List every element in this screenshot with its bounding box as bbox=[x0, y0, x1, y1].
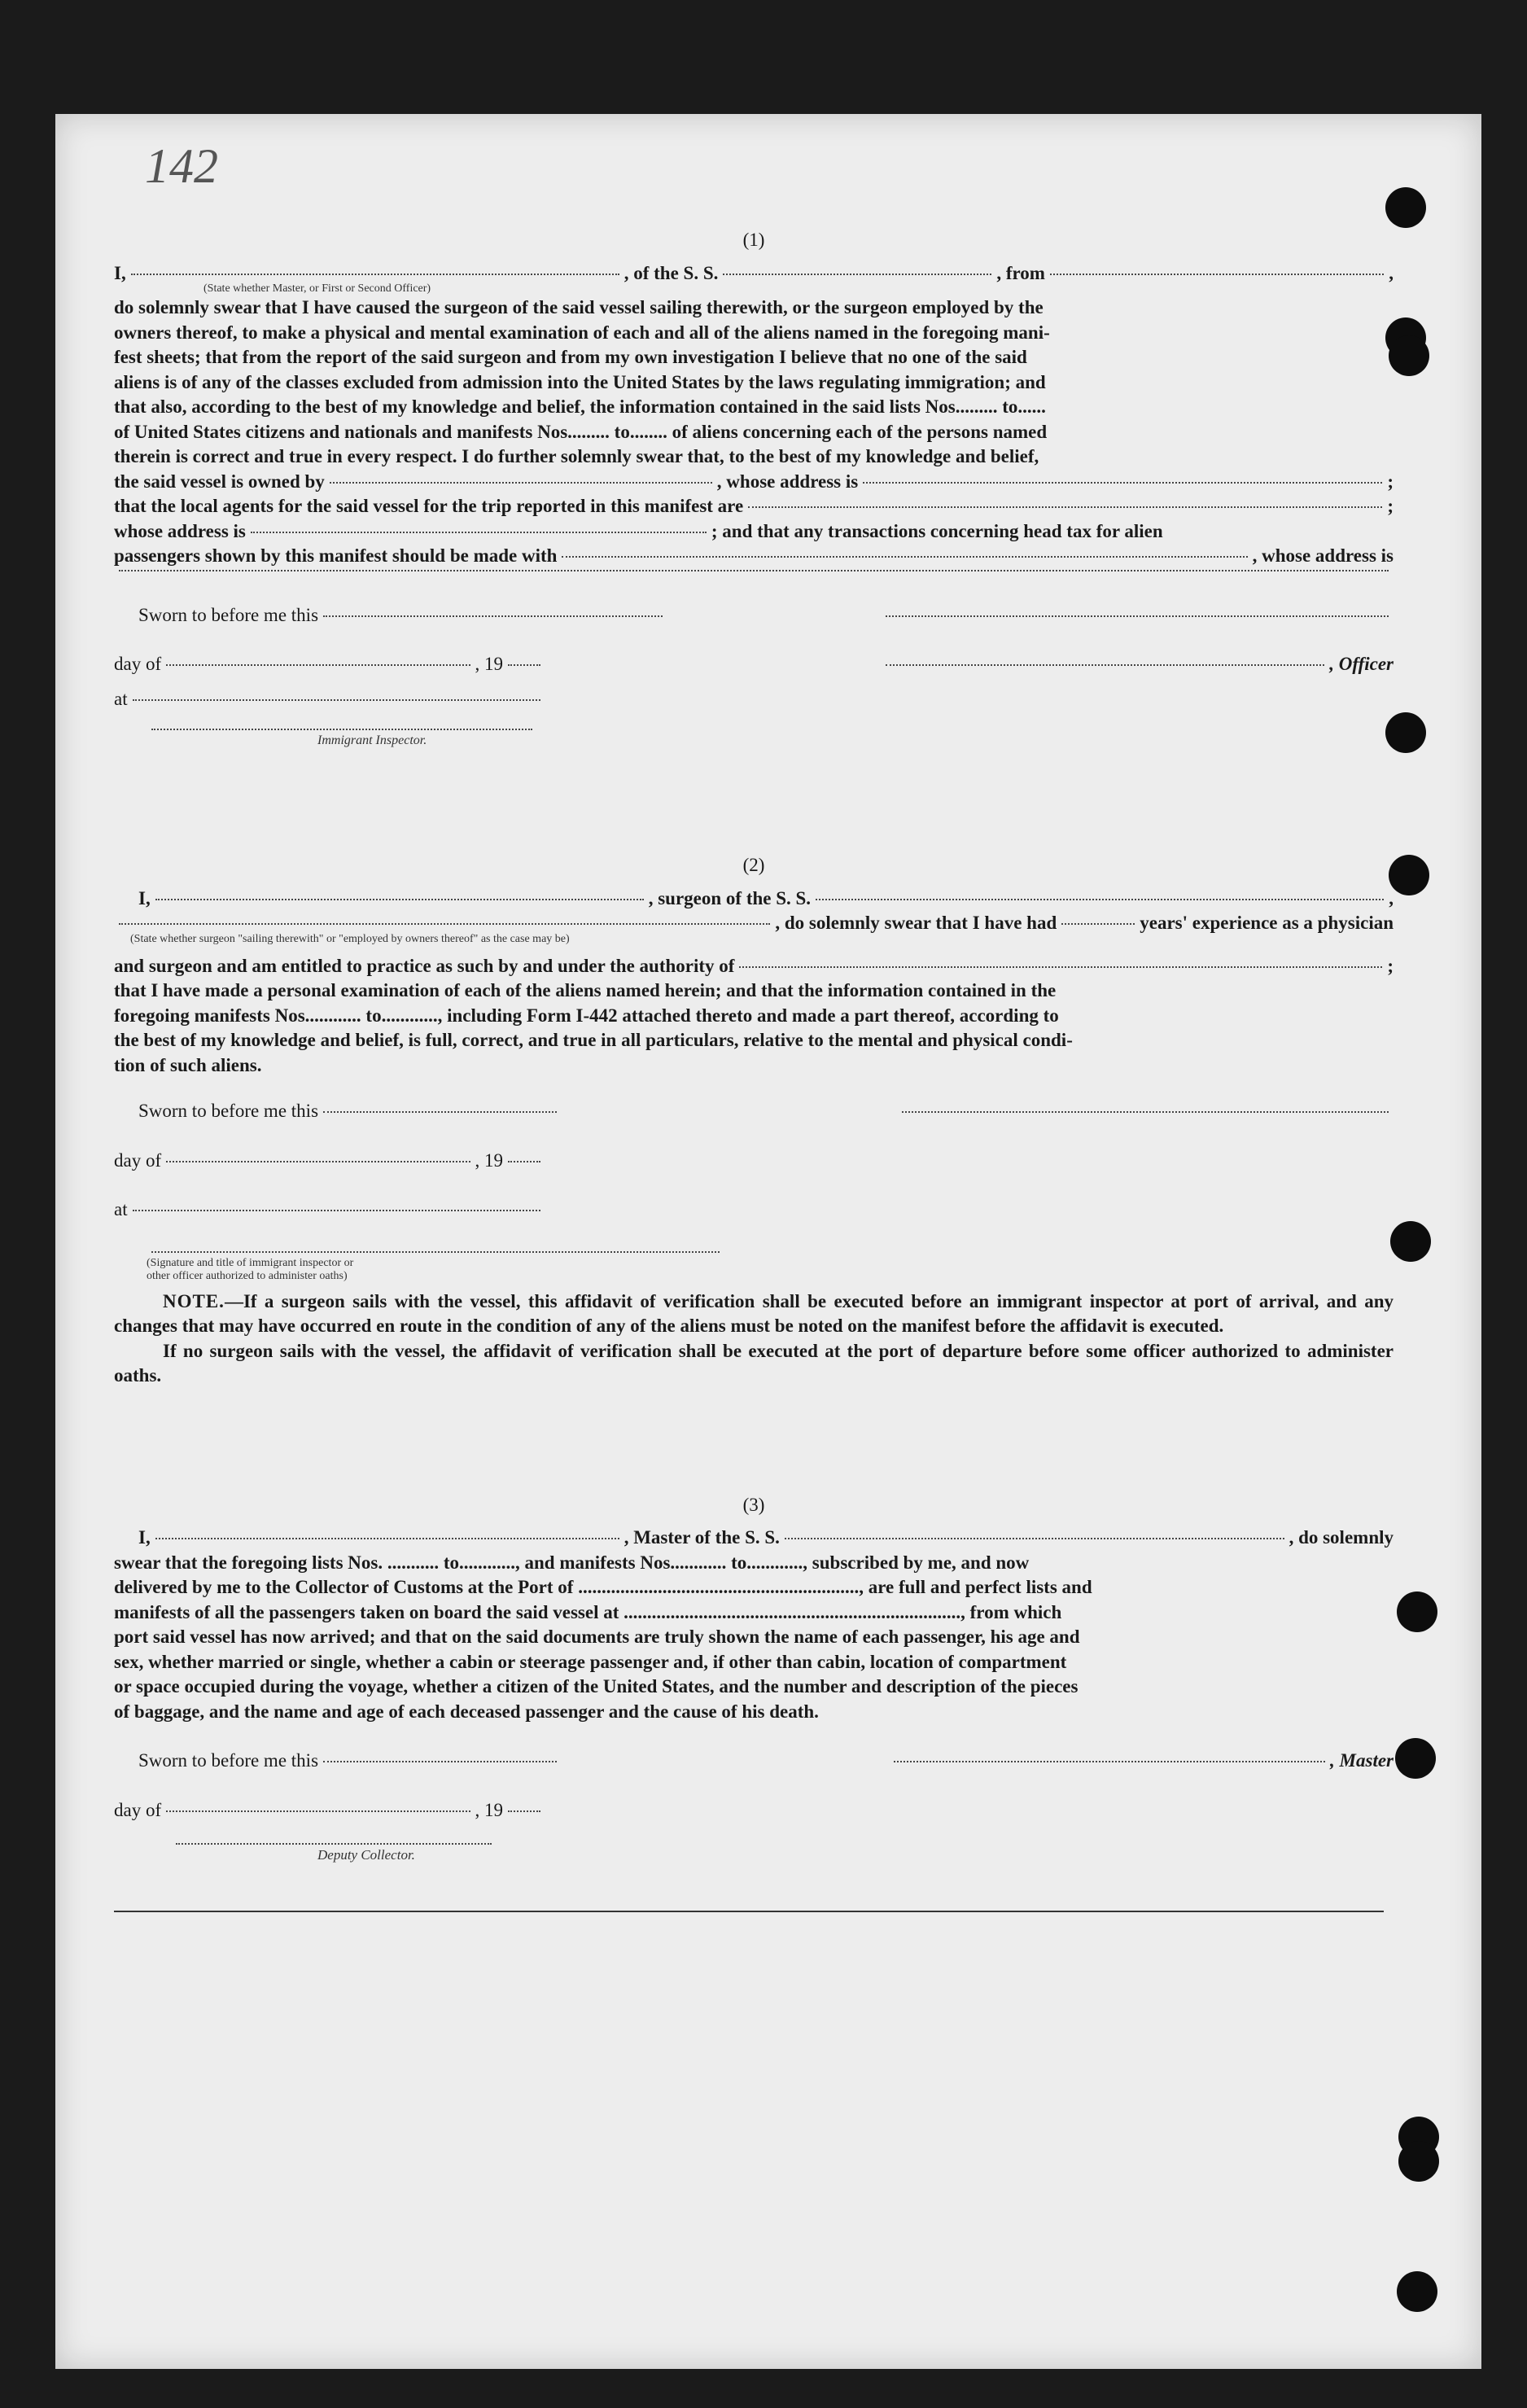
body-line: foregoing manifests Nos............ to............, including Form I-442 attached thereto and made a part thereof, according to bbox=[114, 1005, 1059, 1026]
surgeon-oath-body bbox=[114, 979, 1394, 1078]
label-authority: and surgeon and am entitled to practice as such by and under the authority of bbox=[114, 955, 735, 976]
label-day-of: day of bbox=[114, 1149, 162, 1171]
agents-address-line bbox=[114, 519, 1394, 545]
at-row bbox=[114, 687, 545, 712]
section-number: (2) bbox=[742, 855, 765, 875]
signature-caption: other officer authorized to administer oaths) bbox=[147, 1269, 348, 1282]
place-field[interactable] bbox=[133, 1210, 540, 1211]
body-line: manifests of all the passengers taken on board the said vessel at ........................................................................, from which bbox=[114, 1601, 1062, 1622]
owner-address-field[interactable] bbox=[863, 482, 1382, 484]
field-caption: (State whether Master, or First or Second Officer) bbox=[203, 282, 431, 295]
officer-title-field[interactable] bbox=[886, 664, 1324, 666]
manifest-page bbox=[55, 114, 1481, 2369]
officer-name-field[interactable] bbox=[131, 274, 619, 275]
label-officer: , Officer bbox=[1329, 654, 1394, 674]
body-line: therein is correct and true in every respect. I do further solemnly swear that, to the best of my knowledge and belief, bbox=[114, 446, 1039, 466]
surgeon-vessel-field[interactable] bbox=[816, 899, 1384, 900]
inspector-signature-field[interactable] bbox=[151, 1251, 720, 1253]
label-sworn: Sworn to before me this bbox=[138, 604, 319, 625]
label-master-of-ss: , Master of the S. S. bbox=[623, 1527, 780, 1548]
section-number: (1) bbox=[742, 230, 765, 250]
sworn-date-field[interactable] bbox=[323, 1761, 557, 1762]
sworn-date-field[interactable] bbox=[323, 615, 663, 617]
affidavit-master bbox=[114, 228, 1394, 747]
oath-line: I, , of the S. S. , from , bbox=[114, 261, 1394, 287]
punch-hole bbox=[1390, 1221, 1431, 1262]
body-line: or space occupied during the voyage, whether a citizen of the United States, and the number and description of the pieces bbox=[114, 1676, 1079, 1697]
body-line: swear that the foregoing lists Nos. ........... to............, and manifests Nos............ to............, subscribed by me, and now bbox=[114, 1552, 1030, 1573]
label-made-with: passengers shown by this manifest should be made with bbox=[114, 545, 558, 566]
body-line: owners thereof, to make a physical and mental examination of each and all of the aliens named in the foregoing mani- bbox=[114, 322, 1050, 343]
label-agents-address: whose address is bbox=[114, 520, 246, 541]
body-line: do solemnly swear that I have caused the surgeon of the said vessel sailing therewith, or the surgeon employed by the bbox=[114, 297, 1044, 317]
label-day-of: day of bbox=[114, 654, 162, 674]
label-head-tax: ; and that any transactions concerning head tax for alien bbox=[711, 520, 1163, 541]
note-text: —If a surgeon sails with the vessel, this affidavit of verification shall be executed before an immigrant inspector at port of arrival, and any changes that may have occurred en route in the condition of any of the aliens must be noted on the manifest before the affidavit is executed. bbox=[114, 1290, 1394, 1336]
body-line: of United States citizens and nationals and manifests Nos......... to........ of aliens concerning each of the persons named bbox=[114, 421, 1048, 442]
agents-address-field[interactable] bbox=[251, 532, 707, 533]
label-at: at bbox=[114, 1199, 128, 1219]
punch-hole bbox=[1397, 1591, 1437, 1632]
surgeon-name-field[interactable] bbox=[155, 899, 644, 900]
label-years-experience: years' experience as a physician bbox=[1140, 913, 1394, 933]
label-owned-by: the said vessel is owned by bbox=[114, 471, 325, 492]
punch-hole bbox=[1398, 2141, 1439, 2182]
master-vessel-field[interactable] bbox=[785, 1538, 1284, 1539]
departure-port-field[interactable] bbox=[1050, 274, 1384, 275]
made-with-line bbox=[114, 544, 1394, 569]
label-agents: that the local agents for the said vessel for the trip reported in this manifest are bbox=[114, 496, 744, 516]
body-line: that I have made a personal examination of each of the aliens named herein; and that the information contained in the bbox=[114, 980, 1057, 1000]
body-line: sex, whether married or single, whether a cabin or steerage passenger and, if other than cabin, location of compartment bbox=[114, 1651, 1067, 1672]
body-line: of baggage, and the name and age of each deceased passenger and the cause of his death. bbox=[114, 1701, 819, 1722]
label-do-solemnly: , do solemnly bbox=[1289, 1527, 1394, 1548]
body-line: port said vessel has now arrived; and that on the said documents are truly shown the name of each passenger, his age and bbox=[114, 1626, 1080, 1647]
note-text: If no surgeon sails with the vessel, the affidavit of verification shall be executed at the port of departure before some officer authorized to administer oaths. bbox=[114, 1340, 1394, 1386]
deputy-caption: Deputy Collector. bbox=[317, 1847, 415, 1863]
head-tax-agent-field[interactable] bbox=[562, 556, 1247, 558]
label-of-ss: , of the S. S. bbox=[623, 262, 719, 283]
sworn-date-field[interactable] bbox=[323, 1111, 557, 1113]
inspector-signature-field[interactable] bbox=[151, 729, 532, 730]
oath-body bbox=[114, 296, 1394, 470]
punch-hole bbox=[1385, 187, 1426, 228]
deputy-signature-field[interactable] bbox=[176, 1843, 492, 1845]
handwritten-page-number: 142 bbox=[145, 139, 218, 193]
day-field[interactable] bbox=[166, 1810, 470, 1812]
field-caption: (State whether surgeon "sailing therewith" or "employed by owners thereof" as the case may be) bbox=[130, 932, 570, 945]
label-i: I, bbox=[138, 887, 151, 908]
agents-line: that the local agents for the said vessel for the trip reported in this manifest are ; bbox=[114, 494, 1394, 519]
note-label: NOTE. bbox=[163, 1290, 225, 1311]
affidavit-master-arrival bbox=[114, 1493, 1394, 1913]
label-surgeon-of-ss: , surgeon of the S. S. bbox=[648, 887, 812, 908]
day-row bbox=[114, 1149, 545, 1174]
label-owner-address: , whose address is bbox=[716, 471, 859, 492]
agents-field[interactable] bbox=[748, 506, 1382, 508]
surgeon-note bbox=[114, 1289, 1394, 1389]
label-master: , Master bbox=[1330, 1750, 1394, 1771]
day-row bbox=[114, 652, 1394, 677]
punch-hole bbox=[1397, 2271, 1437, 2312]
label-day-of: day of bbox=[114, 1799, 162, 1820]
label-sworn: Sworn to before me this bbox=[138, 1750, 319, 1771]
body-line: aliens is of any of the classes excluded from admission into the United States by the laws regulating immigration; and bbox=[114, 371, 1046, 392]
surgeon-signature-field[interactable] bbox=[902, 1111, 1389, 1113]
owner-field[interactable] bbox=[330, 482, 712, 484]
punch-hole bbox=[1389, 855, 1429, 895]
body-line: the best of my knowledge and belief, is full, correct, and true in all particulars, relative to the mental and physical condi- bbox=[114, 1030, 1073, 1050]
label-solemnly-swear: , do solemnly swear that I have had bbox=[775, 913, 1057, 933]
label-year: , 19 bbox=[475, 654, 503, 674]
punch-hole bbox=[1389, 335, 1429, 376]
at-row bbox=[114, 1197, 545, 1223]
signature-caption: (Signature and title of immigrant inspector or bbox=[147, 1256, 354, 1269]
body-line: delivered by me to the Collector of Customs at the Port of ............................................................, are full and perfect lists and bbox=[114, 1577, 1092, 1597]
section-number: (3) bbox=[742, 1494, 765, 1515]
label-year: , 19 bbox=[475, 1149, 503, 1171]
year-field[interactable] bbox=[508, 664, 540, 666]
day-field[interactable] bbox=[166, 664, 470, 666]
years-field[interactable] bbox=[1061, 923, 1135, 925]
owner-line: the said vessel is owned by , whose address is ; bbox=[114, 470, 1394, 495]
label-made-with-address: , whose address is bbox=[1252, 545, 1394, 566]
label-at: at bbox=[114, 688, 128, 709]
surgeon-oath-line: I, , surgeon of the S. S. , bbox=[114, 887, 1394, 912]
label-i: I, bbox=[114, 262, 126, 283]
master-oath-line bbox=[114, 1526, 1394, 1551]
authority-field[interactable] bbox=[739, 966, 1382, 968]
place-field[interactable] bbox=[133, 699, 540, 701]
day-row bbox=[114, 1798, 545, 1824]
year-field[interactable] bbox=[508, 1810, 540, 1812]
body-line: tion of such aliens. bbox=[114, 1054, 262, 1075]
body-line: that also, according to the best of my knowledge and belief, the information contained in the said lists Nos......... to...... bbox=[114, 396, 1046, 417]
affidavits bbox=[114, 228, 1394, 1912]
master-oath-body bbox=[114, 1551, 1394, 1725]
day-field[interactable] bbox=[166, 1161, 470, 1162]
label-year: , 19 bbox=[475, 1799, 503, 1820]
sworn-row bbox=[114, 603, 1394, 628]
bottom-rule bbox=[114, 1911, 1384, 1912]
label-i: I, bbox=[138, 1527, 151, 1548]
authority-line: and surgeon and am entitled to practice as such by and under the authority of ; bbox=[114, 954, 1394, 979]
year-field[interactable] bbox=[508, 1161, 540, 1162]
label-sworn: Sworn to before me this bbox=[138, 1101, 319, 1121]
sworn-row bbox=[114, 1749, 1394, 1774]
officer-signature-field[interactable] bbox=[886, 615, 1389, 617]
body-line: fest sheets; that from the report of the said surgeon and from my own investigation I believe that no one of the said bbox=[114, 347, 1027, 367]
master-name-field[interactable] bbox=[155, 1538, 619, 1539]
sworn-row bbox=[114, 1099, 1394, 1124]
head-tax-address-field[interactable] bbox=[119, 570, 1389, 571]
punch-hole bbox=[1395, 1738, 1436, 1779]
label-from: , from bbox=[996, 262, 1045, 283]
surgeon-status-field[interactable] bbox=[119, 923, 770, 925]
vessel-name-field[interactable] bbox=[723, 274, 991, 275]
affidavit-surgeon bbox=[114, 853, 1394, 1389]
master-signature-field[interactable] bbox=[894, 1761, 1325, 1762]
inspector-caption: Immigrant Inspector. bbox=[317, 733, 427, 747]
